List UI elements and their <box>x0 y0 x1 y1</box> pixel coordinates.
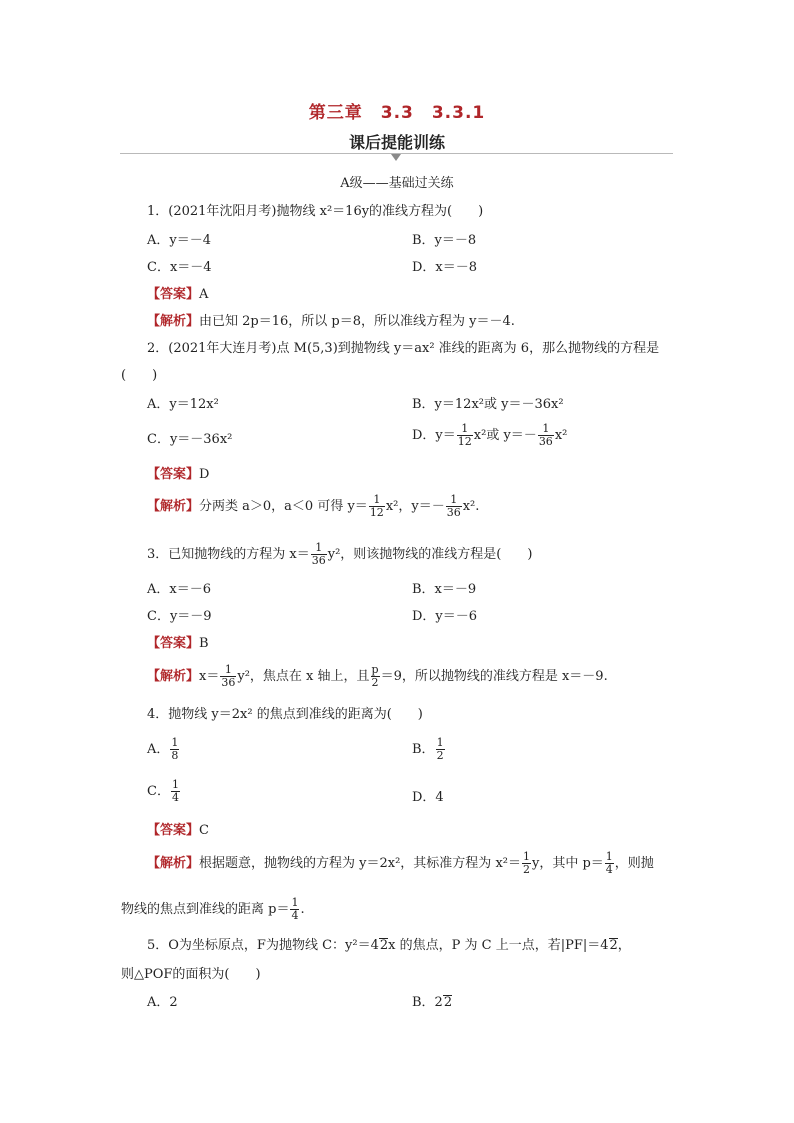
q2-option-c: C．y＝－36x² <box>147 432 233 447</box>
analysis-label: 【解析】 <box>147 669 200 684</box>
q1-option-d: D．x＝－8 <box>412 260 478 275</box>
q3-option-d: D．y＝－6 <box>412 609 478 624</box>
q2-analysis: 【解析】分两类 a＞0，a＜0 可得 y＝ $\frac{1}{12}$ x²，y＝－ $\frac{1}{36}$ x². <box>147 493 480 519</box>
analysis-label: 【解析】 <box>147 856 200 871</box>
q3-option-a: A．x＝－6 <box>147 582 211 597</box>
q1-option-b: B．y＝－8 <box>412 233 477 248</box>
answer-value: D <box>199 467 210 482</box>
answer-label: 【答案】 <box>147 823 200 838</box>
page-subtitle: 课后提能训练 <box>348 133 445 152</box>
q5-option-b: B．22 <box>412 995 453 1010</box>
q3-option-b: B．x＝－9 <box>412 582 477 597</box>
question-4-stem: 4．抛物线 y＝2x² 的焦点到准线的距离为( ) <box>147 707 423 722</box>
analysis-label: 【解析】 <box>147 499 200 514</box>
sqrt-radicand: 2 <box>379 938 389 953</box>
q4-option-a: A． $\frac{1}{8}$ <box>147 736 179 762</box>
q5-option-a: A．2 <box>147 995 178 1010</box>
q4-analysis-cont: 物线的焦点到准线的距离 p＝ $\frac{1}{4}$ . <box>121 896 305 922</box>
fraction: $\frac{1}{36}$ <box>446 493 461 519</box>
q1-option-a: A．y＝－4 <box>147 233 212 248</box>
q4-answer <box>147 823 209 839</box>
q4-analysis: 【解析】根据题意，抛物线的方程为 y＝2x²，其标准方程为 x²＝ $\frac{1}{2}$ y，其中 p＝ $\frac{1}{4}$ ，则抛 <box>147 850 654 876</box>
sqrt-radicand: 2 <box>443 995 453 1010</box>
sqrt-radicand: 2 <box>609 938 618 953</box>
q3-option-c: C．y＝－9 <box>147 609 212 624</box>
q2-answer <box>147 467 209 483</box>
fraction: $\frac{1}{8}$ <box>171 736 179 762</box>
fraction: $\frac{1}{36}$ <box>221 663 236 689</box>
q1-answer <box>147 287 208 303</box>
answer-value: C <box>199 823 209 838</box>
fraction: $\frac{1}{12}$ <box>369 493 384 519</box>
fraction: $\frac{1}{2}$ <box>436 736 444 762</box>
q4-option-b: B． $\frac{1}{2}$ <box>412 736 444 762</box>
answer-label: 【答案】 <box>147 287 200 302</box>
q3-answer <box>147 636 209 652</box>
answer-value: B <box>199 636 209 651</box>
fraction: $\frac{1}{2}$ <box>522 850 530 876</box>
answer-label: 【答案】 <box>147 636 200 651</box>
q4-option-d: D．4 <box>412 790 444 805</box>
question-2-stem: 2．(2021年大连月考)点 M(5,3)到抛物线 y＝ax² 准线的距离为 6，那么抛物线的方程是 <box>147 341 660 356</box>
q4-option-c: C． $\frac{1}{4}$ <box>147 778 179 804</box>
fraction: $\frac{1}{4}$ <box>291 896 299 922</box>
q2-option-a: A．y＝12x² <box>147 397 219 412</box>
analysis-label: 【解析】 <box>147 314 200 329</box>
fraction: $\frac{1}{4}$ <box>605 850 613 876</box>
fraction: $\frac{1}{36}$ <box>311 541 326 567</box>
question-3-stem: 3．已知抛物线的方程为 x＝ $\frac{1}{36}$ y²，则该抛物线的准线方程是( ) <box>147 541 533 567</box>
answer-value: A <box>199 287 209 302</box>
q1-option-c: C．x＝－4 <box>147 260 212 275</box>
q3-analysis: 【解析】x＝ $\frac{1}{36}$ y²，焦点在 x 轴上，且 $\frac{p}{2}$ ＝9，所以抛物线的准线方程是 x＝－9. <box>147 663 608 689</box>
fraction: $\frac{p}{2}$ <box>371 663 379 689</box>
section-heading: A级——基础过关练 <box>340 176 454 191</box>
answer-label: 【答案】 <box>147 467 200 482</box>
fraction: $\frac{1}{4}$ <box>171 778 179 804</box>
question-2-stem-cont: ( ) <box>121 368 158 383</box>
triangle-marker-icon <box>391 154 401 161</box>
q2-option-b: B．y＝12x²或 y＝－36x² <box>412 397 564 412</box>
chapter-title: 第三章 3.3 3.3.1 <box>308 103 486 123</box>
analysis-text: 由已知 2p＝16，所以 p＝8，所以准线方程为 y＝－4. <box>199 314 515 329</box>
question-1-stem: 1．(2021年沈阳月考)抛物线 x²＝16y的准线方程为( ) <box>147 204 484 219</box>
q1-analysis <box>147 314 515 330</box>
fraction: $\frac{1}{12}$ <box>457 422 472 448</box>
fraction: $\frac{1}{36}$ <box>538 422 553 448</box>
q2-option-d: D．y＝ $\frac{1}{12}$ x²或 y＝－ $\frac{1}{36}$ x² <box>412 422 568 448</box>
question-5-stem: 5．O为坐标原点，F为抛物线 C：y²＝42x 的焦点，P 为 C 上一点，若|PF|＝42， <box>147 938 631 953</box>
question-5-stem-cont: 则△POF的面积为( ) <box>121 967 261 982</box>
